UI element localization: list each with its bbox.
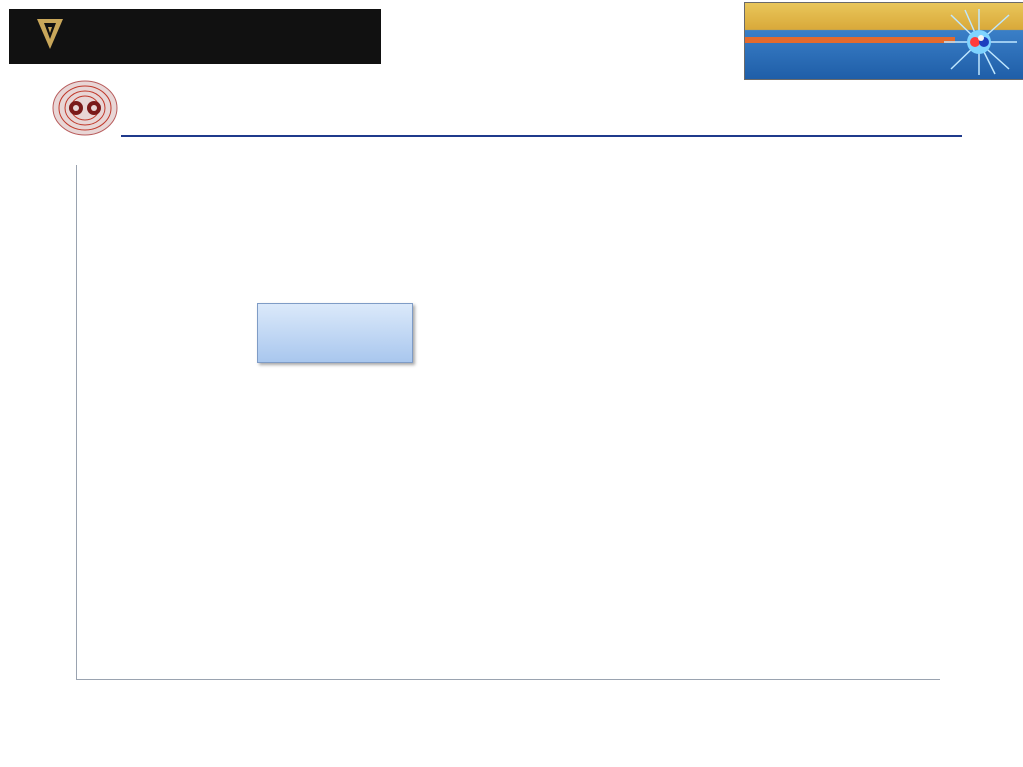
- quarknet-logo: [744, 2, 1023, 80]
- schedule-frame: [76, 165, 940, 680]
- particle-burst-icon: [939, 7, 1019, 77]
- detector-icon: [52, 80, 118, 136]
- logo-stripe: [745, 37, 955, 43]
- vanderbilt-logo: [9, 9, 381, 64]
- title-divider: [121, 135, 962, 137]
- hw-tests-box: [257, 303, 413, 363]
- vanderbilt-v-icon: [35, 17, 65, 56]
